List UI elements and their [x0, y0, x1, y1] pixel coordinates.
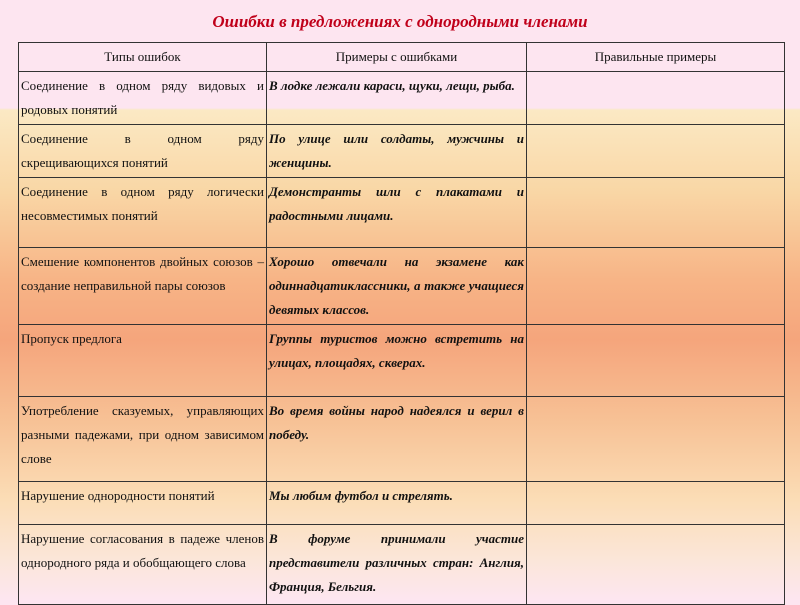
header-correct-examples: Правильные примеры — [527, 43, 785, 72]
error-type-cell: Употребление сказуемых, управляющих разными падежами, при одном зависимом слове — [19, 397, 267, 482]
table-row — [19, 482, 785, 525]
table-row — [19, 178, 785, 248]
correct-example-cell[interactable] — [527, 525, 785, 605]
error-type-cell: Соединение в одном ряду логически несовместимых понятий — [19, 178, 267, 248]
correct-example-cell[interactable] — [527, 125, 785, 178]
table-row — [19, 325, 785, 397]
error-type-cell: Нарушение согласования в падеже членов однородного ряда и обобщающего слова — [19, 525, 267, 605]
table-row — [19, 125, 785, 178]
error-example-cell: Мы любим футбол и стрелять. — [267, 482, 527, 525]
header-error-types: Типы ошибок — [19, 43, 267, 72]
error-example-cell: Хорошо отвечали на экзамене как одиннадцатиклассники, а также учащиеся девятых классов. — [267, 248, 527, 325]
error-example-cell: Во время войны народ надеялся и верил в победу. — [267, 397, 527, 482]
error-example-cell: Группы туристов можно встретить на улицах, площадях, скверах. — [267, 325, 527, 397]
correct-example-cell[interactable] — [527, 325, 785, 397]
header-examples-with-errors: Примеры с ошибками — [267, 43, 527, 72]
correct-example-cell[interactable] — [527, 248, 785, 325]
table-row — [19, 248, 785, 325]
page-title: Ошибки в предложениях с однородными членами — [212, 12, 588, 31]
error-example-cell: В форуме принимали участие представители различных стран: Англия, Франция, Бельгия. — [267, 525, 527, 605]
correct-example-cell[interactable] — [527, 482, 785, 525]
table-row — [19, 525, 785, 605]
table-row — [19, 397, 785, 482]
error-type-cell: Пропуск предлога — [19, 325, 267, 397]
error-example-cell: Демонстранты шли с плакатами и радостными лицами. — [267, 178, 527, 248]
correct-example-cell[interactable] — [527, 397, 785, 482]
error-example-cell: По улице шли солдаты, мужчины и женщины. — [267, 125, 527, 178]
table-row — [19, 72, 785, 125]
error-type-cell: Нарушение однородности понятий — [19, 482, 267, 525]
error-type-cell: Соединение в одном ряду видовых и родовых понятий — [19, 72, 267, 125]
errors-table — [18, 42, 785, 605]
correct-example-cell[interactable] — [527, 72, 785, 125]
error-example-cell: В лодке лежали караси, щуки, лещи, рыба. — [267, 72, 527, 125]
error-type-cell: Соединение в одном ряду скрещивающихся понятий — [19, 125, 267, 178]
correct-example-cell[interactable] — [527, 178, 785, 248]
table-header-row — [19, 43, 785, 72]
error-type-cell: Смешение компонентов двойных союзов – создание неправильной пары союзов — [19, 248, 267, 325]
